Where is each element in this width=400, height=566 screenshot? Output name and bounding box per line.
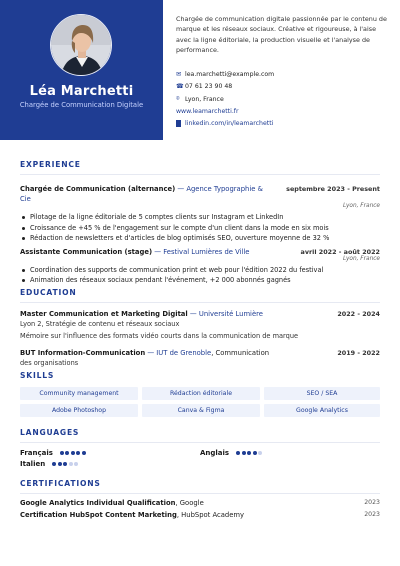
experience-entry [20,184,380,244]
education-school: Université Lumière [198,310,263,318]
level-dot-filled [82,451,86,455]
separator: — [152,247,164,256]
language-name: Français [20,449,53,457]
contact-location [176,93,388,105]
certifications-section [20,479,380,521]
level-dot-filled [63,462,67,466]
section-divider [20,302,380,303]
language-level-dots [236,451,264,455]
certification-item [20,497,380,509]
skill-tag: Rédaction éditoriale [142,387,260,400]
education-entry [20,348,380,368]
language-item [20,449,200,457]
skill-tag: Canva & Figma [142,404,260,417]
education-degree: Master Communication et Marketing Digital [20,310,188,318]
contact-linkedin-link[interactable]: linkedin.com/in/leamarchetti [185,119,274,127]
skills-grid [20,387,380,417]
location-pin-icon: ⌾ [176,95,180,103]
summary-contact-panel [176,14,388,130]
list-item: Rédaction de newsletters et d'articles de blog optimisés SEO, ouverture moyenne de 32 % [20,233,380,244]
list-item: Pilotage de la ligne éditoriale de 5 comptes clients sur Instagram et LinkedIn [20,212,380,223]
list-item: Animation des réseaux sociaux pendant l'événement, +2 000 abonnés gagnés [20,275,380,286]
languages-section [20,428,380,468]
separator: — [175,185,187,193]
envelope-icon: ✉ [176,71,182,79]
list-item: Croissance de +45 % de l'engagement sur le compte d'un client dans la mode en six mois [20,223,380,234]
language-item [200,449,380,457]
experience-org: Festival Lumières de Ville [163,247,250,256]
language-name: Italien [20,460,46,468]
linkedin-icon [176,120,181,127]
experience-location: Lyon, France [342,255,380,262]
contact-email-text: lea.marchetti@example.com [185,71,275,79]
certification-issuer: , HubSpot Academy [176,511,245,519]
person-photo-icon [51,15,112,76]
contact-linkedin[interactable] [176,117,388,129]
experience-entry [20,247,380,286]
contact-website[interactable] [176,105,388,117]
contact-list [176,69,388,130]
level-dot-filled [58,462,62,466]
experience-role: Chargée de Communication (alternance) [20,185,176,193]
certification-year: 2023 [364,499,380,506]
skill-tag: Google Analytics [264,404,380,417]
education-date: 2019 - 2022 [337,348,380,357]
certification-issuer: , Google [175,499,204,507]
experience-role: Assistante Communication (stage) [20,247,153,256]
languages-grid [20,449,380,468]
certification-name: Google Analytics Individual Qualification [20,499,176,507]
section-divider [20,174,380,175]
certification-item [20,509,380,521]
education-heading: EDUCATION [20,288,77,297]
language-level-dots [52,462,80,466]
experience-heading: EXPERIENCE [20,160,81,169]
language-level-dots [60,451,88,455]
level-dot-filled [65,451,69,455]
level-dot-filled [247,451,251,455]
contact-phone[interactable] [176,81,388,93]
level-dot-filled [242,451,246,455]
experience-org: Agence Typographie & Cie [20,185,263,203]
section-divider [20,442,380,443]
education-detail: des organisations [20,358,79,367]
education-degree: BUT Information-Communication [20,348,146,357]
education-entry [20,309,380,342]
level-dot-empty [258,451,262,455]
certification-year: 2023 [364,511,380,518]
certifications-heading: CERTIFICATIONS [20,479,101,488]
profile-panel [0,0,163,140]
education-date: 2022 - 2024 [337,310,380,318]
separator: — [145,348,157,357]
experience-date: septembre 2023 - Present [286,185,380,193]
skill-tag: Adobe Photoshop [20,404,138,417]
education-detail: Lyon 2, Stratégie de contenu et réseaux sociaux [20,320,180,328]
level-dot-filled [52,462,56,466]
education-section [20,288,380,368]
certification-name: Certification HubSpot Content Marketing [20,511,177,519]
experience-section [20,160,380,286]
skills-section [20,371,380,417]
resume-header [0,0,400,140]
education-school: IUT de Grenoble [156,348,212,357]
languages-heading: LANGUAGES [20,428,80,437]
separator: — [187,310,199,318]
language-item [20,460,200,468]
level-dot-filled [236,451,240,455]
profile-title: Chargée de Communication Digitale [19,101,144,109]
experience-bullets [20,212,380,244]
contact-location-text: Lyon, France [185,95,224,103]
experience-location: Lyon, France [342,203,380,209]
experience-bullets [20,265,380,286]
phone-icon: ☎ [176,83,184,91]
section-divider [20,493,380,494]
education-school-tail: , Communication [211,348,270,357]
profile-name: Léa Marchetti [29,84,134,99]
level-dot-filled [60,451,64,455]
skill-tag: Community management [20,387,138,400]
language-name: Anglais [200,449,230,457]
experience-date: avril 2022 - août 2022 [300,247,380,256]
level-dot-filled [76,451,80,455]
level-dot-empty [69,462,73,466]
education-note: Mémoire sur l'influence des formats vidéo courts dans la communication de marque [20,332,299,341]
level-dot-empty [74,462,78,466]
level-dot-filled [71,451,75,455]
profile-photo [50,14,112,76]
skills-heading: SKILLS [20,371,55,380]
list-item: Coordination des supports de communication print et web pour l'édition 2022 du festival [20,265,380,276]
level-dot-filled [253,451,257,455]
contact-phone-text: 07 61 23 90 48 [185,83,233,91]
profile-summary: Chargée de communication digitale passionnée par le contenu de marque et les réseaux sociaux. Créative et rigoureuse, à l'aise avec la ligne éditoriale, la production visuelle et l'analyse de performance. [176,15,387,55]
skill-tag: SEO / SEA [264,387,380,400]
contact-website-link[interactable]: www.leamarchetti.fr [176,107,239,115]
contact-email[interactable] [176,69,388,81]
